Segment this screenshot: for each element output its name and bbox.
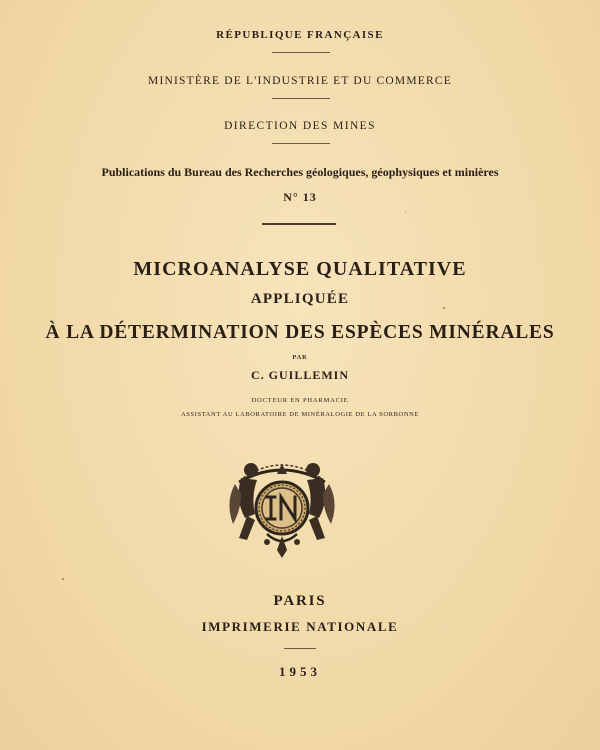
divider bbox=[272, 52, 330, 53]
author-degree: DOCTEUR EN PHARMACIE bbox=[251, 397, 349, 404]
subtitle-applied: APPLIQUÉE bbox=[250, 291, 350, 307]
imprint-printer: IMPRIMERIE NATIONALE bbox=[201, 619, 399, 634]
by-label: PAR bbox=[292, 355, 308, 361]
ministry-heading: MINISTÈRE DE L'INDUSTRIE ET DU COMMERCE bbox=[148, 75, 452, 87]
subtitle-determination: À LA DÉTERMINATION DES ESPÈCES MINÉRALES bbox=[45, 322, 555, 343]
direction-heading: DIRECTION DES MINES bbox=[224, 120, 376, 132]
main-title: MICROANALYSE QUALITATIVE bbox=[133, 258, 467, 280]
imprimerie-nationale-emblem-icon bbox=[227, 450, 337, 562]
divider bbox=[272, 98, 330, 99]
ornamental-divider bbox=[262, 223, 336, 225]
imprint-city: PARIS bbox=[273, 593, 327, 609]
series-title: Publications du Bureau des Recherches géologiques, géophysiques et minières bbox=[101, 165, 499, 179]
author-position: ASSISTANT AU LABORATOIRE DE MINÉRALOGIE DE LA SORBONNE bbox=[180, 411, 420, 418]
republic-heading: RÉPUBLIQUE FRANÇAISE bbox=[216, 29, 384, 41]
series-number: N° 13 bbox=[283, 190, 317, 204]
paper-speck bbox=[443, 307, 445, 309]
imprint-year: 1953 bbox=[279, 664, 321, 679]
paper-speck bbox=[62, 578, 64, 580]
divider bbox=[284, 648, 316, 649]
author-name: C. GUILLEMIN bbox=[250, 368, 349, 382]
paper-speck bbox=[405, 212, 406, 213]
divider bbox=[272, 143, 330, 144]
